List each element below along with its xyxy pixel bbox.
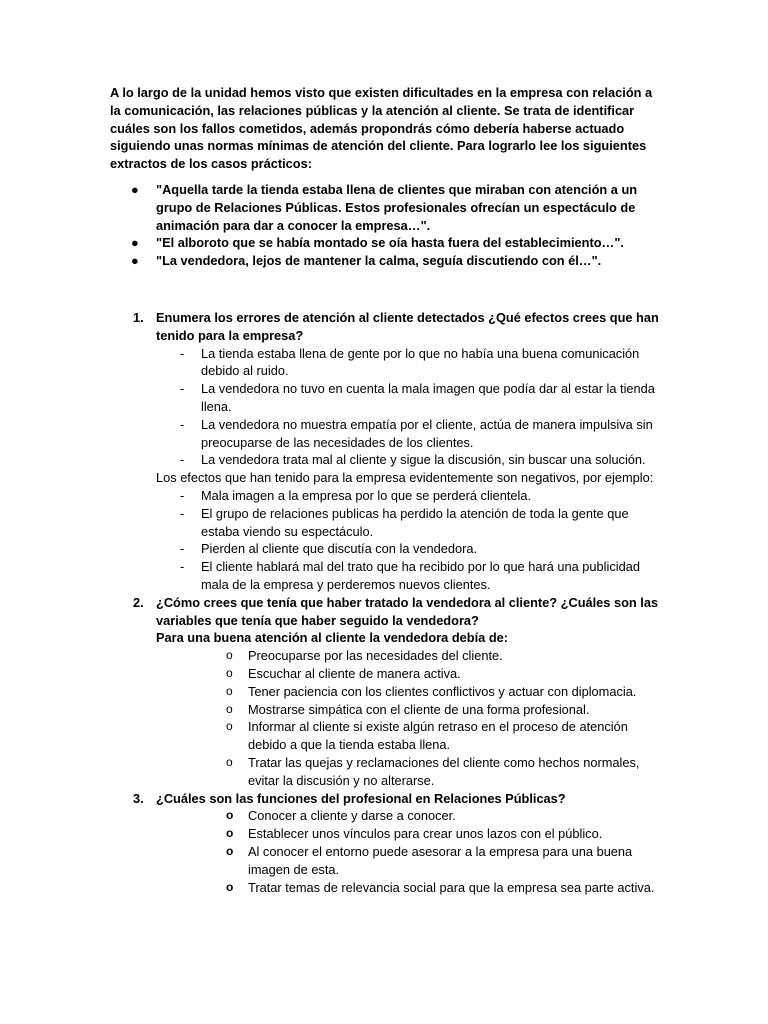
effect-text: El grupo de relaciones publicas ha perdido la atención de toda la gente que estaba viendo su espectáculo. — [201, 505, 629, 539]
behaviour-item — [110, 683, 670, 701]
circle-bullet-icon: o — [226, 701, 233, 716]
error-text: La tienda estaba llena de gente por lo que no había una buena comunicación debido al ruido. — [201, 345, 640, 379]
dash-icon: - — [180, 381, 185, 397]
question-heading — [110, 790, 670, 808]
dash-icon: - — [180, 505, 185, 521]
question-list — [110, 309, 670, 896]
effect-item — [110, 558, 670, 594]
effects-intro: Los efectos que han tenido para la empresa evidentemente son negativos, por ejemplo: — [156, 470, 654, 486]
function-item — [110, 879, 670, 897]
behaviour-text: Preocuparse por las necesidades del cliente. — [248, 648, 503, 664]
quote-list — [110, 181, 662, 270]
behaviour-text: Mostrarse simpática con el cliente de una forma profesional. — [248, 701, 590, 717]
dash-icon: - — [180, 559, 185, 575]
question-title: ¿Cómo crees que tenía que haber tratado la vendedora al cliente? ¿Cuáles son las variables que tenía que haber seguido la vendedora? — [156, 594, 659, 628]
dash-icon: - — [180, 487, 185, 503]
behaviour-item — [110, 718, 670, 754]
behaviour-item — [110, 647, 670, 665]
function-text: Conocer a cliente y darse a conocer. — [248, 808, 456, 824]
circle-bullet-icon: o — [226, 826, 234, 841]
question-number: 1. — [133, 310, 144, 325]
behaviour-item — [110, 665, 670, 683]
function-text: Tratar temas de relevancia social para que la empresa sea parte activa. — [248, 879, 655, 895]
dash-icon: - — [180, 541, 185, 557]
effect-text: Mala imagen a la empresa por lo que se perderá clientela. — [201, 487, 532, 503]
error-text: La vendedora no muestra empatía por el cliente, actúa de manera impulsiva sin preocuparse de las necesidades de los clientes. — [201, 416, 653, 450]
question-title: Enumera los errores de atención al cliente detectados ¿Qué efectos crees que han tenido para la empresa? — [156, 310, 659, 343]
question-title: ¿Cuáles son las funciones del profesional en Relaciones Públicas? — [156, 790, 566, 806]
error-item — [110, 416, 670, 452]
dash-icon: - — [180, 452, 185, 468]
behaviour-item — [110, 754, 670, 790]
error-text: La vendedora trata mal al cliente y sigue la discusión, sin buscar una solución. — [201, 452, 646, 468]
effect-item — [110, 505, 670, 541]
error-text: La vendedora no tuvo en cuenta la mala imagen que podía dar al estar la tienda llena. — [201, 381, 655, 414]
effect-text: Pierden al cliente que discutía con la vendedora. — [201, 541, 478, 557]
circle-bullet-icon: o — [226, 808, 234, 823]
function-text: Establecer unos vínculos para crear unos lazos con el público. — [248, 826, 603, 842]
quote-item — [110, 252, 662, 270]
quote-text: "El alboroto que se había montado se oía hasta fuera del establecimiento…". — [156, 235, 624, 251]
function-item — [110, 843, 670, 879]
circle-bullet-icon: o — [226, 683, 233, 698]
error-item — [110, 380, 670, 416]
circle-bullet-icon: o — [226, 648, 233, 663]
answer-subtitle: Para una buena atención al cliente la vendedora debía de: — [156, 630, 509, 646]
dash-icon: - — [180, 416, 185, 432]
effect-item — [110, 487, 670, 505]
effect-item — [110, 540, 670, 558]
circle-bullet-icon: o — [226, 665, 233, 680]
quote-text: "La vendedora, lejos de mantener la calma, seguía discutiendo con él…". — [156, 253, 602, 269]
function-item — [110, 825, 670, 843]
behaviour-text: Tener paciencia con los clientes conflictivos y actuar con diplomacia. — [248, 683, 637, 699]
question-number: 2. — [133, 594, 144, 610]
functions-list — [110, 807, 670, 896]
bullet-icon: ● — [131, 235, 139, 251]
quote-item — [110, 234, 662, 252]
error-item — [110, 451, 670, 469]
bullet-icon: ● — [131, 182, 139, 197]
errors-list — [110, 345, 670, 470]
circle-bullet-icon: o — [226, 754, 233, 769]
bullet-icon: ● — [131, 253, 139, 269]
function-item — [110, 807, 670, 825]
behaviour-text: Escuchar al cliente de manera activa. — [248, 665, 461, 681]
function-text: Al conocer el entorno puede asesorar a la empresa para una buena imagen de esta. — [248, 843, 633, 877]
effect-text: El cliente hablará mal del trato que ha recibido por lo que hará una publicidad mala de la empresa y perderemos nuevos clientes. — [201, 559, 640, 592]
behaviour-list — [110, 647, 670, 789]
quote-text: "Aquella tarde la tienda estaba llena de clientes que miraban con atención a un grupo de Relaciones Públicas. Estos profesionales ofrecían un espectáculo de animación para dar a conocer la empresa…". — [156, 182, 638, 233]
error-item — [110, 345, 670, 381]
circle-bullet-icon: o — [226, 843, 234, 858]
question-heading — [110, 594, 670, 630]
behaviour-text: Tratar las quejas y reclamaciones del cliente como hechos normales, evitar la discusión y no alterarse. — [248, 754, 640, 788]
question-2 — [110, 594, 670, 790]
question-number: 3. — [133, 790, 144, 806]
quote-item — [110, 181, 662, 234]
behaviour-item — [110, 701, 670, 719]
dash-icon: - — [180, 345, 185, 361]
behaviour-text: Informar al cliente si existe algún retraso en el proceso de atención debido a que la tienda estaba llena. — [248, 719, 628, 753]
question-1 — [110, 309, 670, 594]
intro-paragraph: A lo largo de la unidad hemos visto que existen dificultades en la empresa con relación a la comunicación, las relaciones públicas y la atención al cliente. Se trata de identificar cuáles son los fallos cometidos, además propondrás cómo debería haberse actuado siguiendo unas normas mínimas de atención del cliente. Para lograrlo lee los siguientes extractos de los casos prácticos: — [110, 85, 653, 172]
circle-bullet-icon: o — [226, 879, 234, 894]
effects-list — [110, 487, 670, 594]
question-3 — [110, 790, 670, 897]
question-heading — [110, 309, 670, 345]
circle-bullet-icon: o — [226, 719, 233, 734]
